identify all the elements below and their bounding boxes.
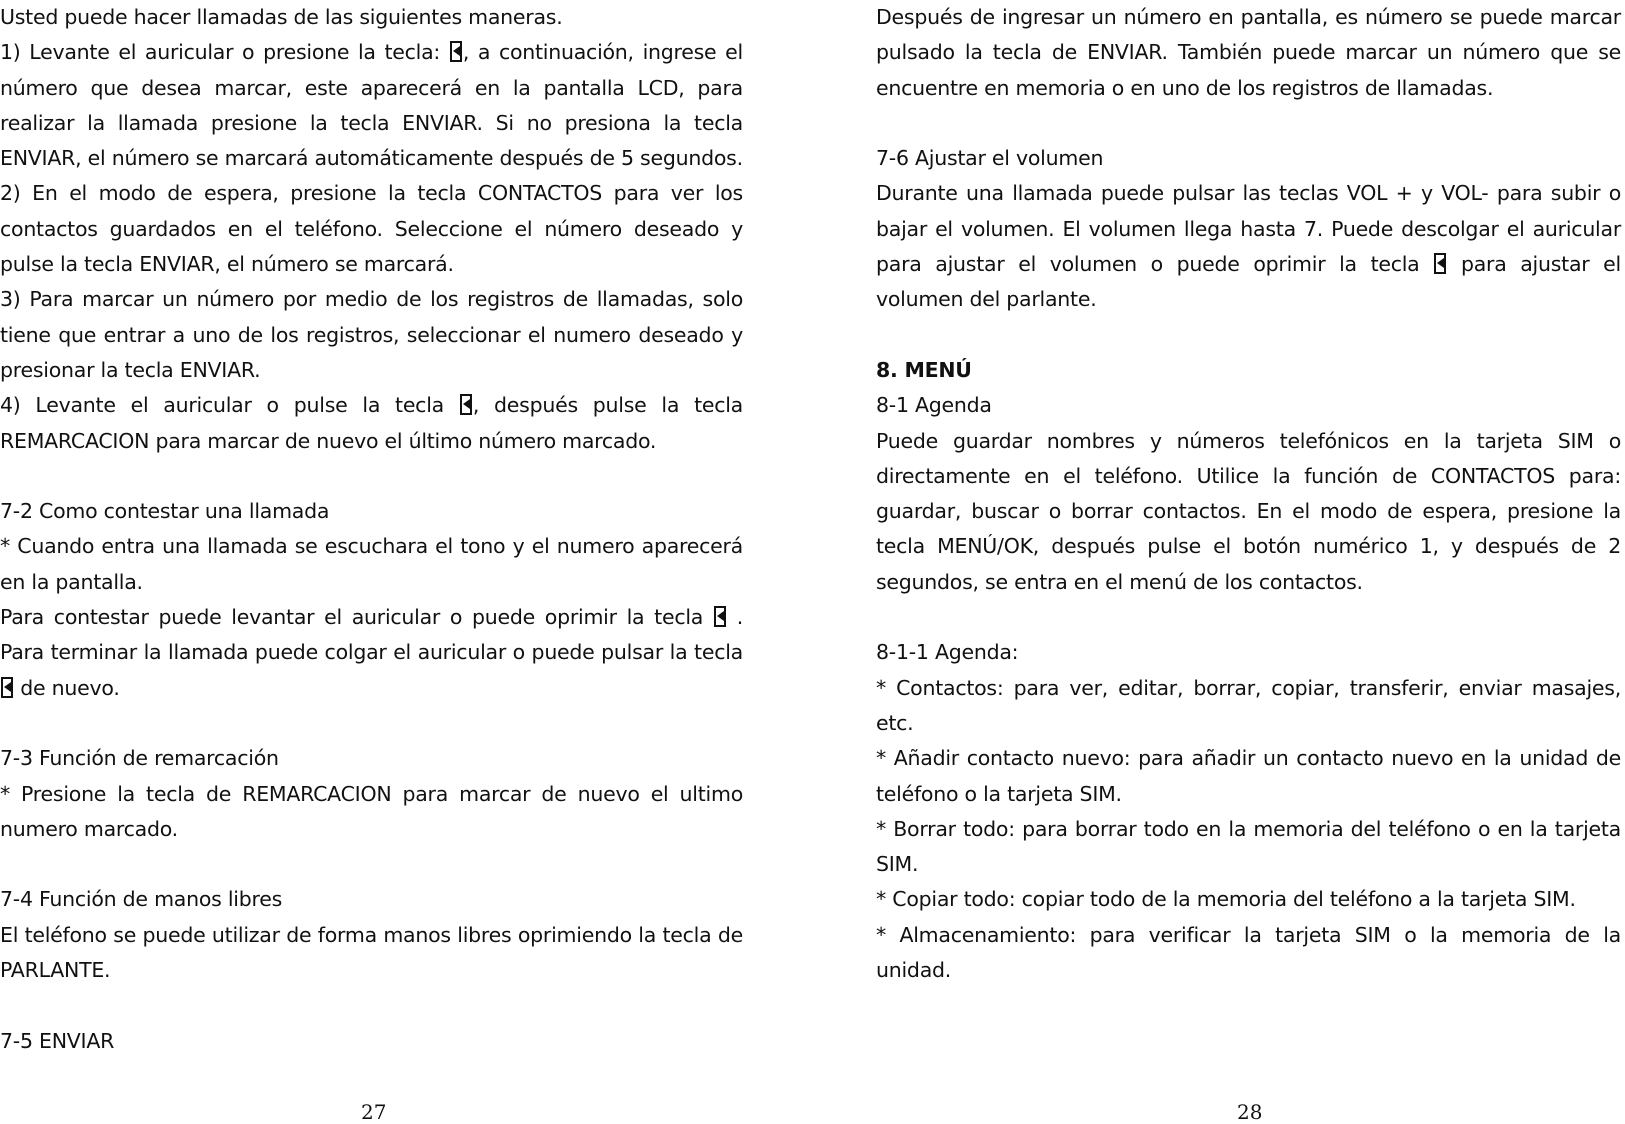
agenda-bullet-almacenamiento: * Almacenamiento: para verificar la tarjeta SIM o la memoria de la unidad.: [876, 922, 1621, 983]
agenda-bullet-copiar: * Copiar todo: copiar todo de la memoria del teléfono a la tarjeta SIM.: [876, 887, 1576, 912]
method-2-paragraph: 2) En el modo de espera, presione la tecla CONTACTOS para ver los contactos guardados en el teléfono. Seleccione el número deseado y pulse la tecla ENVIAR, el número se marcará.: [0, 181, 743, 277]
answer-text-b: . Para terminar la llamada puede colgar el auricular o puede pulsar la tecla: [0, 605, 743, 665]
volume-text-b: para ajustar el volumen del parlante.: [876, 252, 1621, 312]
page-number-right: 28: [1237, 1100, 1263, 1124]
agenda-bullet-anadir: * Añadir contacto nuevo: para añadir un contacto nuevo en la unidad de teléfono o la tarjeta SIM.: [876, 746, 1621, 806]
section-8-1-heading: 8-1 Agenda: [876, 393, 992, 418]
answer-text-c: de nuevo.: [20, 675, 120, 700]
section-8-heading: 8. MENÚ: [876, 357, 972, 382]
section-7-2-paragraph-1: * Cuando entra una llamada se escuchara el tono y el numero aparecerá en la pantalla.: [0, 534, 743, 594]
speaker-key-icon: [714, 606, 726, 627]
section-7-5-heading: 7-5 ENVIAR: [0, 1028, 115, 1053]
method-4-paragraph: [0, 388, 743, 459]
page-27-column: [0, 0, 743, 1059]
volume-text-a: Durante una llamada puede pulsar las teclas VOL + y VOL- para subir o bajar el volumen. El volumen llega hasta 7. Puede descolgar el auricular para ajustar el volumen o puede oprimir la tecla: [876, 181, 1621, 277]
method-4-text-b: , después pulse la tecla REMARCACION para marcar de nuevo el último número marcado.: [0, 393, 743, 453]
section-7-6-paragraph: [876, 176, 1621, 317]
method-1-text-a: 1) Levante el auricular o presione la tecla:: [0, 40, 441, 65]
speaker-key-icon: [450, 41, 462, 62]
page-number-left: 27: [361, 1100, 387, 1124]
method-1-paragraph: [0, 35, 743, 176]
section-7-3-heading: 7-3 Función de remarcación: [0, 746, 279, 771]
section-7-5-paragraph: Después de ingresar un número en pantalla, es número se puede marcar pulsado la tecla de ENVIAR. También puede marcar un número que se encuentre en memoria o en uno de los registros de llamadas.: [876, 5, 1621, 100]
agenda-bullet-borrar: * Borrar todo: para borrar todo en la memoria del teléfono o en la tarjeta SIM.: [876, 816, 1621, 877]
agenda-bullet-contactos: * Contactos: para ver, editar, borrar, copiar, transferir, enviar masajes, etc.: [876, 675, 1621, 735]
speaker-key-icon: [460, 394, 472, 415]
method-1-text-b: , a continuación, ingrese el número que desea marcar, este aparecerá en la pantalla LCD, para realizar la llamada presione la tecla ENVIAR. Si no presiona la tecla ENVIAR, el número se marcará automáticamente después de 5 segundos.: [0, 40, 743, 171]
section-7-4-heading: 7-4 Función de manos libres: [0, 887, 283, 912]
speaker-key-icon: [1, 677, 13, 698]
section-7-4-paragraph: El teléfono se puede utilizar de forma manos libres oprimiendo la tecla de PARLANTE.: [0, 922, 743, 983]
section-8-1-1-heading: 8-1-1 Agenda:: [876, 640, 1019, 665]
answer-text-a: Para contestar puede levantar el auricular o puede oprimir la tecla: [0, 605, 704, 630]
section-7-6-heading: 7-6 Ajustar el volumen: [876, 146, 1104, 171]
section-7-3-paragraph: * Presione la tecla de REMARCACION para marcar de nuevo el ultimo numero marcado.: [0, 781, 743, 841]
method-4-text-a: 4) Levante el auricular o pulse la tecla: [0, 393, 444, 418]
speaker-key-icon: [1434, 253, 1446, 274]
intro-paragraph: Usted puede hacer llamadas de las siguientes maneras.: [0, 5, 563, 29]
method-3-paragraph: 3) Para marcar un número por medio de los registros de llamadas, solo tiene que entrar a uno de los registros, seleccionar el numero deseado y presionar la tecla ENVIAR.: [0, 287, 743, 382]
section-7-2-heading: 7-2 Como contestar una llamada: [0, 499, 330, 524]
section-7-2-paragraph-2: [0, 600, 743, 706]
section-8-1-paragraph: Puede guardar nombres y números telefónicos en la tarjeta SIM o directamente en el teléfono. Utilice la función de CONTACTOS para: guardar, buscar o borrar contactos. En el modo de espera, presione la tecla MENÚ/OK, después pulse el botón numérico 1, y después de 2 segundos, se entra en el menú de los contactos.: [876, 428, 1621, 594]
page-28-column: [876, 0, 1621, 988]
